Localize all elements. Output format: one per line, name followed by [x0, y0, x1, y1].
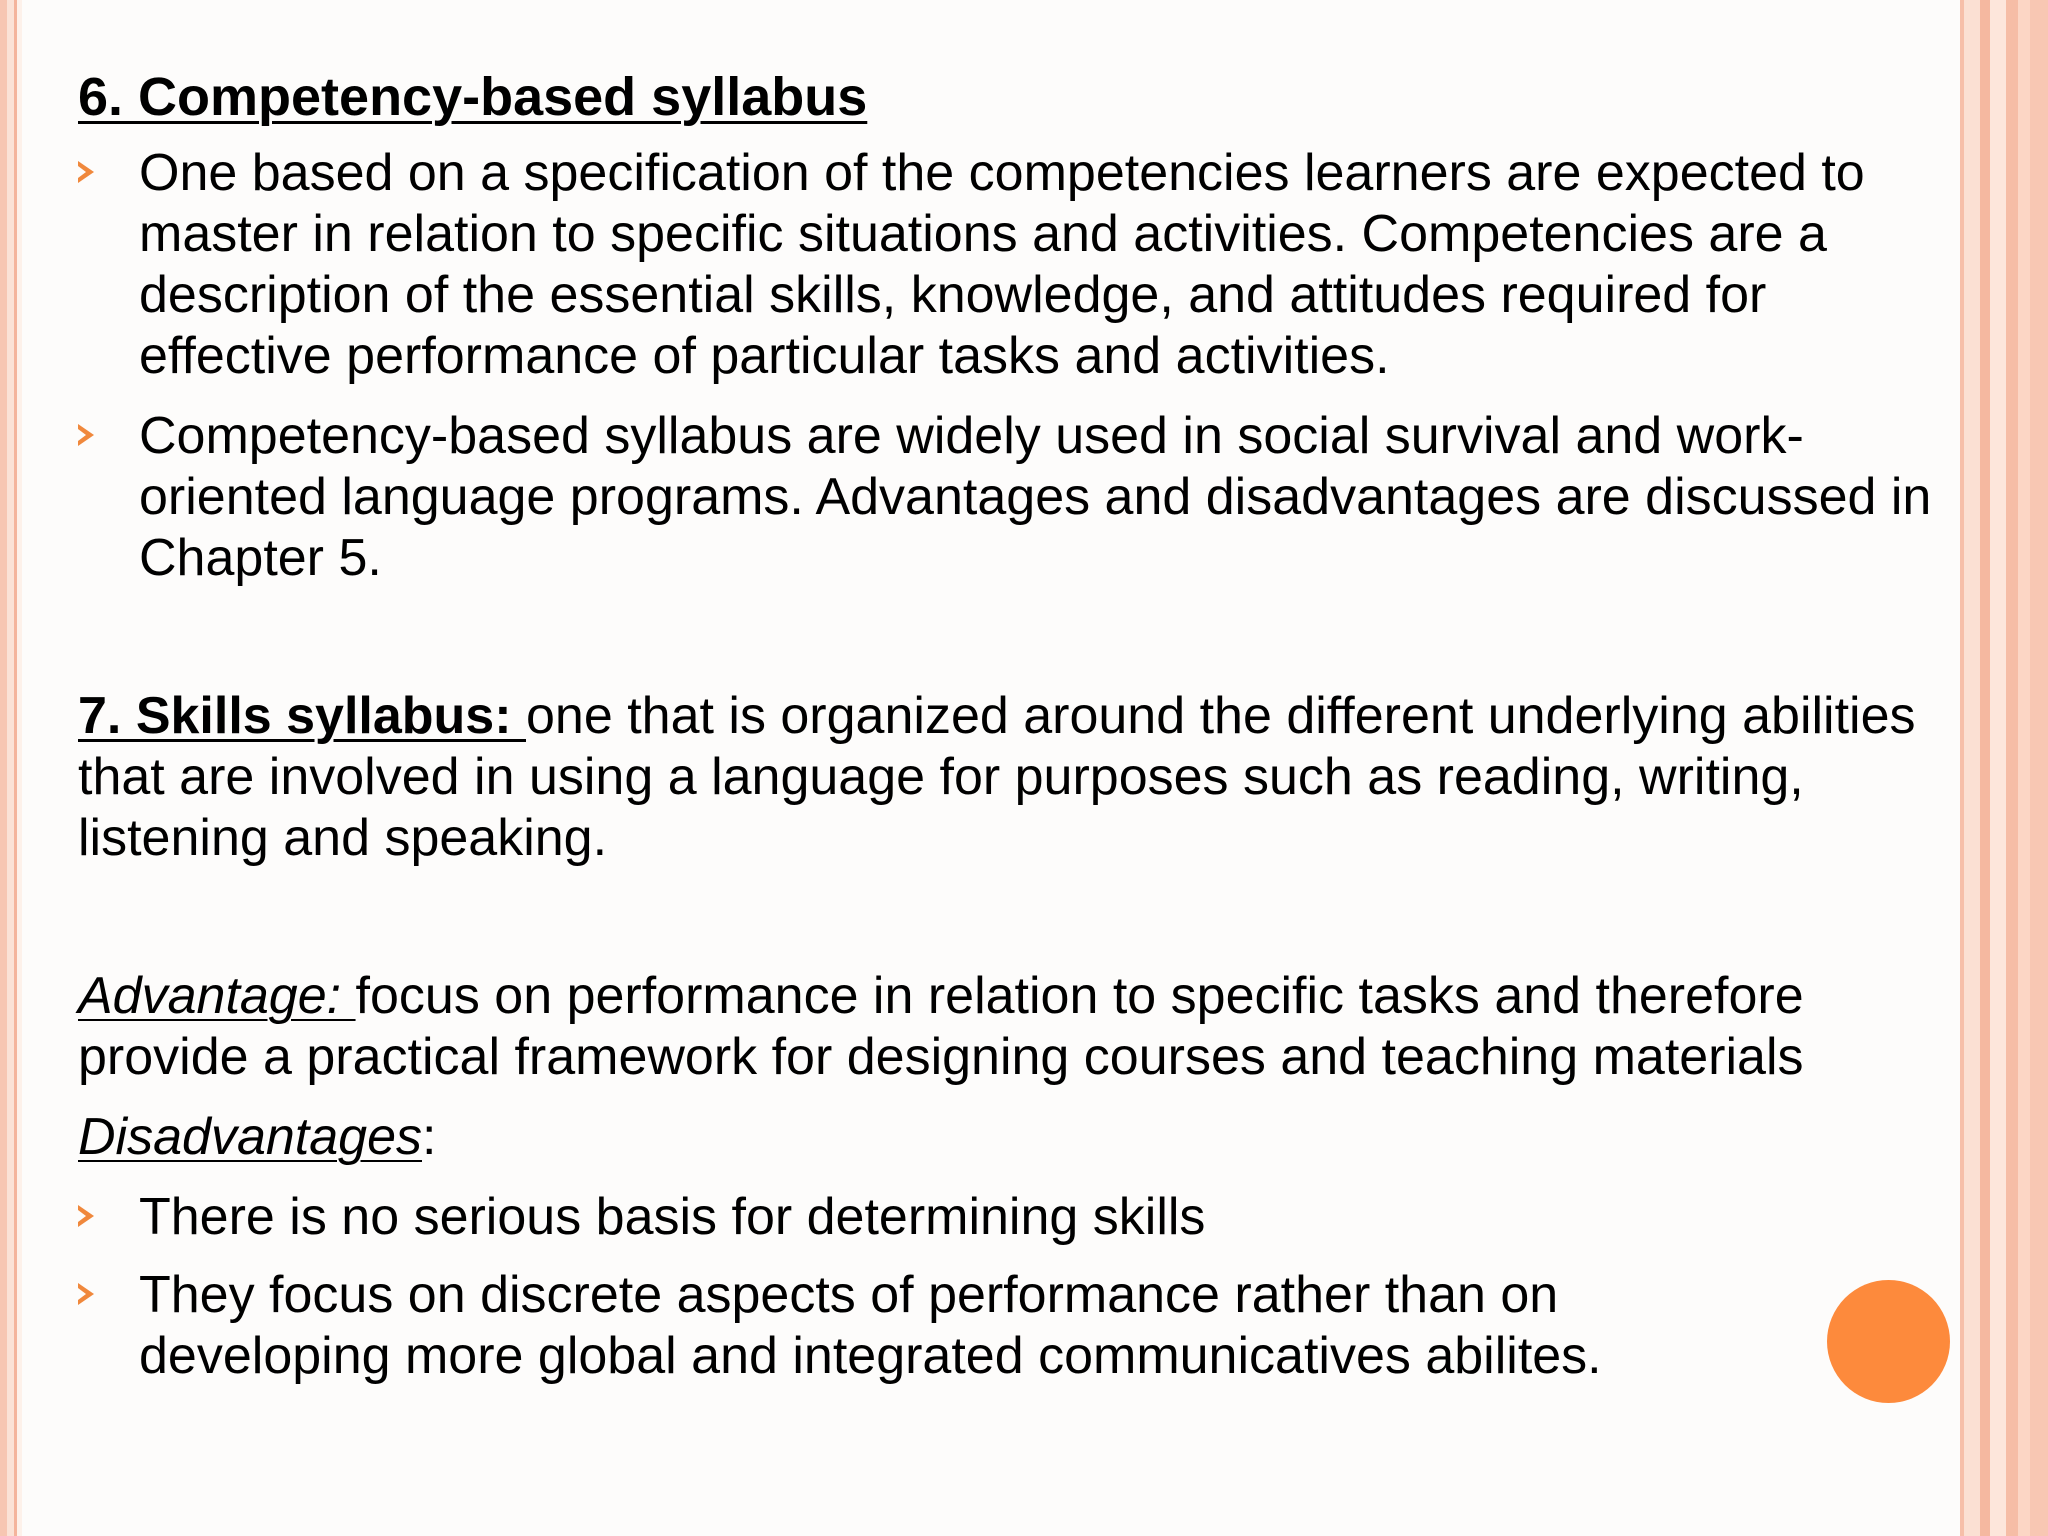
- section-7-paragraph: [78, 686, 1968, 869]
- list-item: [78, 143, 1968, 393]
- disadvantages-heading: [78, 1107, 1968, 1168]
- list-item: [78, 1187, 1968, 1249]
- bullet-text: They focus on discrete aspects of performance rather than on developing more global and integrated communicatives abilites.: [139, 1266, 1602, 1385]
- section-7-heading: 7. Skills syllabus:: [78, 687, 526, 745]
- arrow-bullet-icon: [78, 1283, 94, 1305]
- advantage-text: focus on performance in relation to specific tasks and therefore provide a practical framework for designing courses and teaching materials: [78, 967, 1804, 1086]
- right-decorative-band: [1960, 0, 2048, 1536]
- disadvantages-colon: :: [422, 1108, 437, 1166]
- bullet-text: Competency-based syllabus are widely used in social survival and work-oriented language programs. Advantages and disadvantages are discussed in Chapter 5.: [139, 407, 1932, 587]
- bullet-text: There is no serious basis for determining skills: [139, 1188, 1206, 1246]
- advantage-paragraph: [78, 966, 1968, 1088]
- list-item: [78, 406, 1968, 596]
- bullet-text: One based on a specification of the competencies learners are expected to master in relation to specific situations and activities. Competencies are a description of the essential skills, knowledge, and attitudes required for effective performance of particular tasks and activities.: [139, 144, 1865, 385]
- arrow-bullet-icon: [78, 161, 94, 183]
- left-decorative-stripe: [0, 0, 22, 1536]
- disadvantages-label: Disadvantages: [78, 1108, 422, 1166]
- advantage-label: Advantage:: [78, 967, 356, 1025]
- arrow-bullet-icon: [78, 1205, 94, 1227]
- section-7-text: one that is organized around the different underlying abilities that are involved in using a language for purposes such as reading, writing, listening and speaking.: [78, 687, 1916, 867]
- section-6-heading: 6. Competency-based syllabus: [78, 67, 868, 127]
- arrow-bullet-icon: [78, 424, 94, 446]
- list-item: [78, 1265, 1968, 1389]
